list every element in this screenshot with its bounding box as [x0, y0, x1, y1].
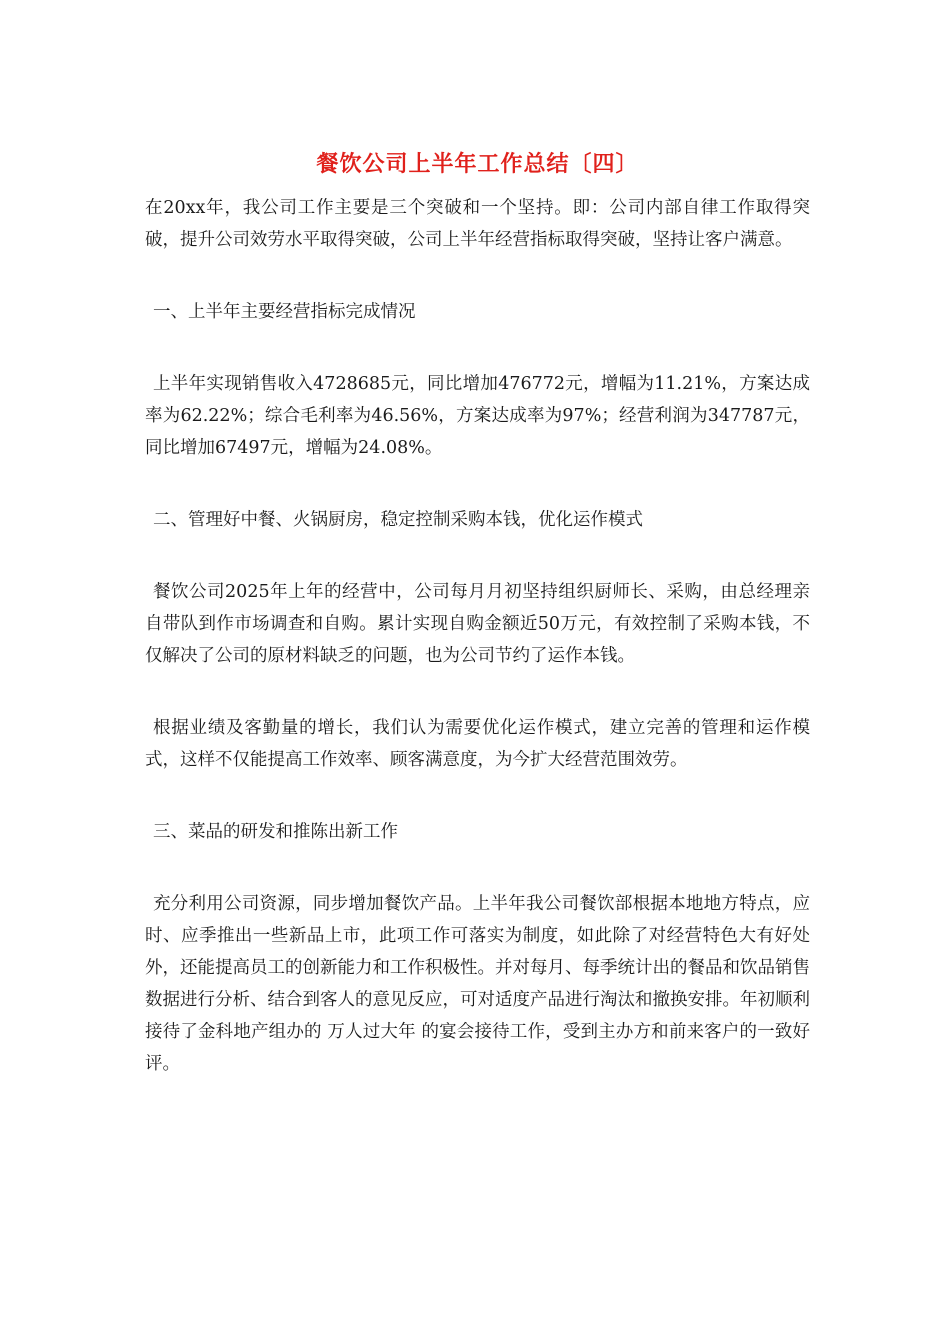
- section-1-heading: 一、上半年主要经营指标完成情况: [153, 302, 416, 322]
- section-2-heading: 二、管理好中餐、火锅厨房，稳定控制采购本钱，优化运作模式: [153, 510, 643, 530]
- section-2-paragraph-1: 餐饮公司2025年上年的经营中，公司每月月初坚持组织厨师长、采购，由总经理亲自带队到作市场调查和自购。累计实现自购金额近50万元，有效控制了采购本钱，不仅解决了公司的原材料缺乏的问题，也为公司节约了运作本钱。: [145, 582, 810, 666]
- document-title: 餐饮公司上半年工作总结〔四〕: [316, 152, 639, 177]
- section-2-paragraph-2: 根据业绩及客勤量的增长，我们认为需要优化运作模式，建立完善的管理和运作模式，这样不仅能提高工作效率、顾客满意度，为今扩大经营范围效劳。: [145, 718, 810, 770]
- intro-paragraph: 在20xx年，我公司工作主要是三个突破和一个坚持。即：公司内部自律工作取得突破，提升公司效劳水平取得突破，公司上半年经营指标取得突破，坚持让客户满意。: [145, 198, 810, 250]
- section-3-heading: 三、菜品的研发和推陈出新工作: [153, 822, 398, 842]
- section-1-paragraph: 上半年实现销售收入4728685元，同比增加476772元，增幅为11.21%，方案达成率为62.22%；综合毛利率为46.56%，方案达成率为97%；经营利润为347787元，同比增加67497元，增幅为24.08%。: [145, 374, 810, 458]
- section-3-paragraph: 充分利用公司资源，同步增加餐饮产品。上半年我公司餐饮部根据本地地方特点，应时、应季推出一些新品上市，此项工作可落实为制度，如此除了对经营特色大有好处外，还能提高员工的创新能力和工作积极性。并对每月、每季统计出的餐品和饮品销售数据进行分析、结合到客人的意见反应，可对适度产品进行淘汰和撤换安排。年初顺利接待了金科地产组办的 万人过大年 的宴会接待工作，受到主办方和前来客户的一致好评。: [145, 894, 810, 1074]
- document-page: [145, 150, 810, 1120]
